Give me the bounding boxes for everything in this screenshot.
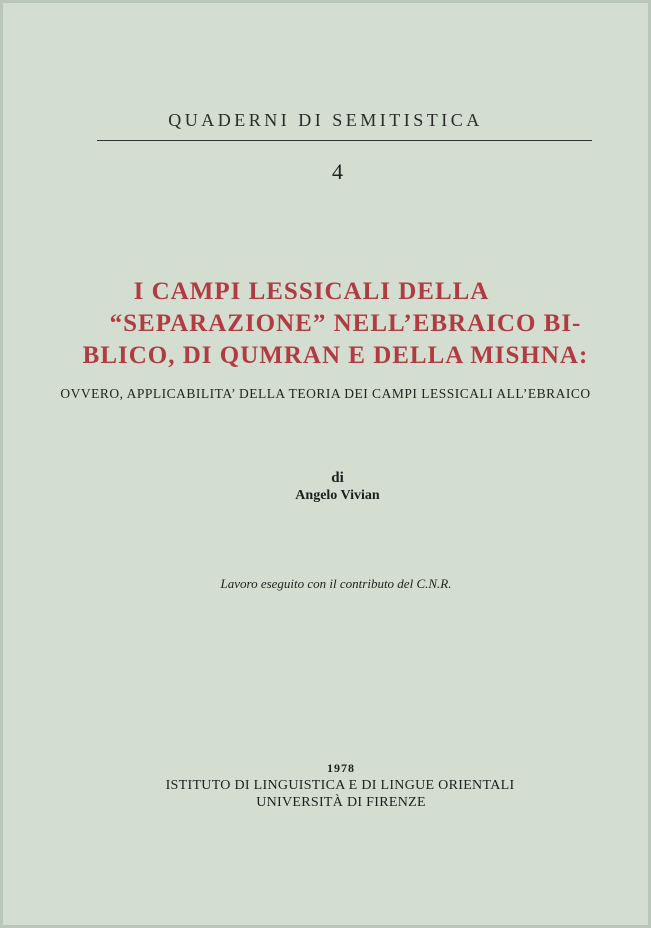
title-line-1: I CAMPI LESSICALI DELLA [133,278,490,305]
title-line-3: BLICO, DI QUMRAN E DELLA MISHNA: [82,342,589,369]
publication-year: 1978 [327,761,355,775]
author-preposition: di [331,470,344,486]
divider-rule [97,140,592,141]
author-name: Angelo Vivian [295,488,380,503]
publisher-university: UNIVERSITÀ DI FIRENZE [256,795,426,810]
funding-credit: Lavoro eseguito con il contributo del C.N.R. [220,576,452,591]
title-line-2: “SEPARAZIONE” NELL’EBRAICO BI- [109,310,582,337]
publisher-institute: ISTITUTO DI LINGUISTICA E DI LINGUE ORIENTALI [165,778,515,793]
subtitle: OVVERO, APPLICABILITA’ DELLA TEORIA DEI CAMPI LESSICALI ALL’EBRAICO [60,386,591,401]
volume-number: 4 [332,159,343,184]
series-title: QUADERNI DI SEMITISTICA [168,110,483,130]
